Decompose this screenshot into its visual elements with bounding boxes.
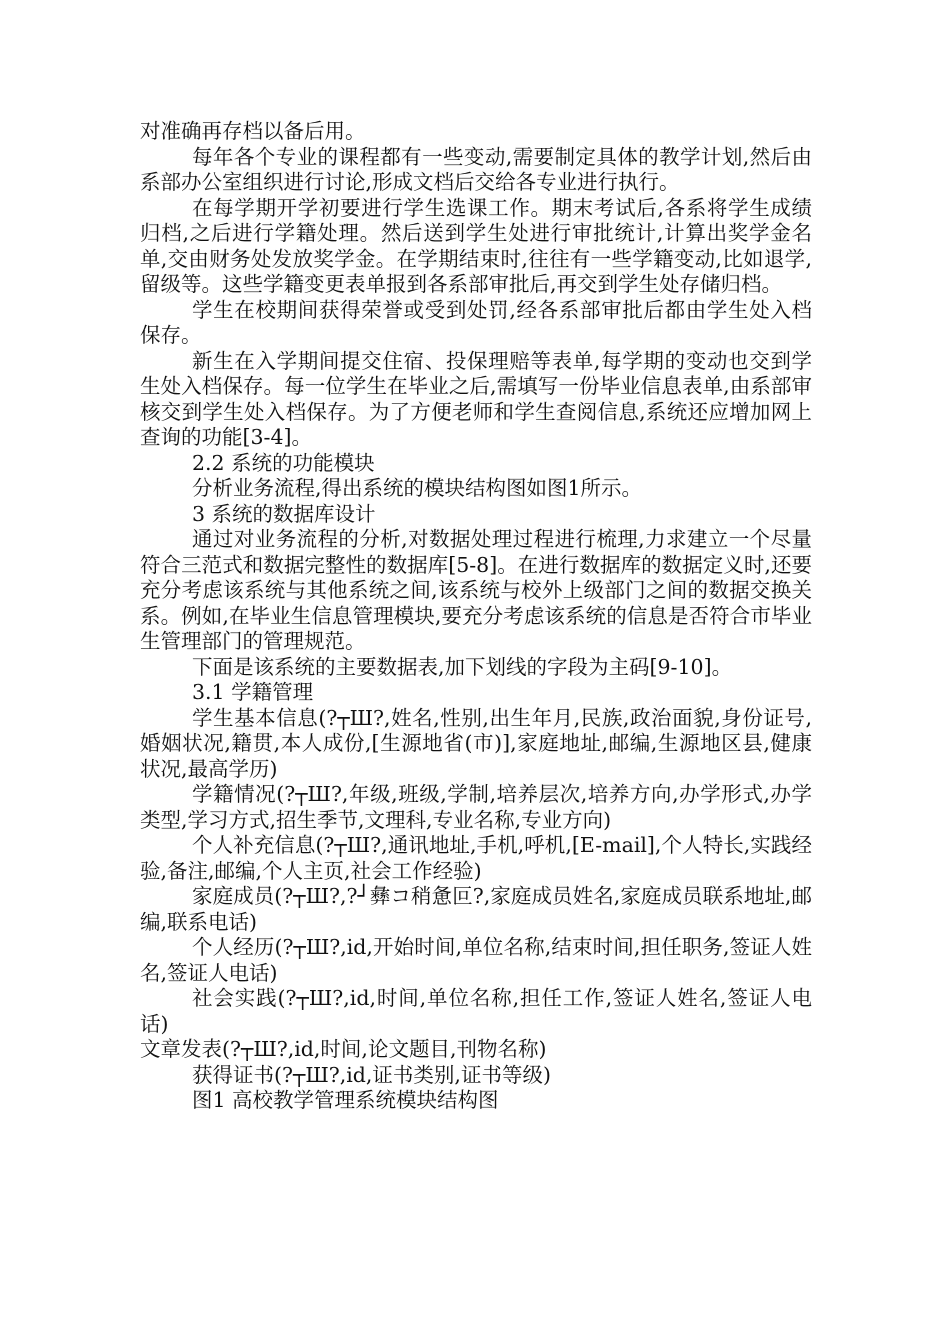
body-text bbox=[140, 119, 812, 1114]
paragraph: 对准确再存档以备后用。 bbox=[140, 119, 366, 143]
subsection-heading: 3.1 学籍管理 bbox=[192, 680, 314, 704]
paragraph: 在每学期开学初要进行学生选课工作。期末考试后,各系将学生成绩归档,之后进行学籍处理。然后送到学生处进行审批统计,计算出奖学金名单,交由财务处发放奖学金。在学期结束时,往往有一些学籍变动,比如退学,留级等。这些学籍变更表单报到各系部审批后,再交到学生处存储归档。 bbox=[140, 195, 812, 296]
table-definition: 学籍情况(?┬Ш?,年级,班级,学制,培养层次,培养方向,办学形式,办学类型,学习方式,招生季节,文理科,专业名称,专业方向) bbox=[140, 782, 812, 832]
paragraph: 分析业务流程,得出系统的模块结构图如图1所示。 bbox=[192, 476, 643, 500]
table-definition: 个人经历(?┬Ш?,id,开始时间,单位名称,结束时间,担任职务,签证人姓名,签证人电话) bbox=[140, 935, 812, 985]
paragraph: 学生在校期间获得荣誉或受到处罚,经各系部审批后都由学生处入档保存。 bbox=[140, 297, 812, 347]
table-definition: 社会实践(?┬Ш?,id,时间,单位名称,担任工作,签证人姓名,签证人电话) bbox=[140, 986, 812, 1036]
table-definition: 个人补充信息(?┬Ш?,通讯地址,手机,呼机,[E-mail],个人特长,实践经验,备注,邮编,个人主页,社会工作经验) bbox=[140, 833, 812, 883]
section-heading: 3 系统的数据库设计 bbox=[192, 501, 376, 526]
table-definition: 家庭成员(?┬Ш?,?┘彝コ稍惫叵?,家庭成员姓名,家庭成员联系地址,邮编,联系电话) bbox=[140, 884, 812, 934]
paragraph: 每年各个专业的课程都有一些变动,需要制定具体的教学计划,然后由系部办公室组织进行讨论,形成文档后交给各专业进行执行。 bbox=[140, 144, 812, 194]
paragraph: 通过对业务流程的分析,对数据处理过程进行梳理,力求建立一个尽量符合三范式和数据完整性的数据库[5-8]。在进行数据库的数据定义时,还要充分考虑该系统与其他系统之间,该系统与校外上级部门之间的数据交换关系。例如,在毕业生信息管理模块,要充分考虑该系统的信息是否符合市毕业生管理部门的管理规范。 bbox=[140, 527, 812, 653]
paragraph: 下面是该系统的主要数据表,加下划线的字段为主码[9-10]。 bbox=[192, 654, 733, 679]
figure-caption: 图1 高校教学管理系统模块结构图 bbox=[192, 1088, 499, 1112]
table-definition: 获得证书(?┬Ш?,id,证书类别,证书等级) bbox=[192, 1062, 551, 1087]
table-definition: 学生基本信息(?┬Ш?,姓名,性别,出生年月,民族,政治面貌,身份证号,婚姻状况,籍贯,本人成份,[生源地省(市)],家庭地址,邮编,生源地区县,健康状况,最高学历) bbox=[140, 705, 812, 781]
table-definition: 文章发表(?┬Ш?,id,时间,论文题目,刊物名称) bbox=[140, 1037, 547, 1061]
section-heading: 2.2 系统的功能模块 bbox=[192, 450, 375, 475]
paragraph: 新生在入学期间提交住宿、投保理赔等表单,每学期的变动也交到学生处入档保存。每一位学生在毕业之后,需填写一份毕业信息表单,由系部审核交到学生处入档保存。为了方便老师和学生查阅信息,系统还应增加网上查询的功能[3-4]。 bbox=[140, 348, 812, 449]
